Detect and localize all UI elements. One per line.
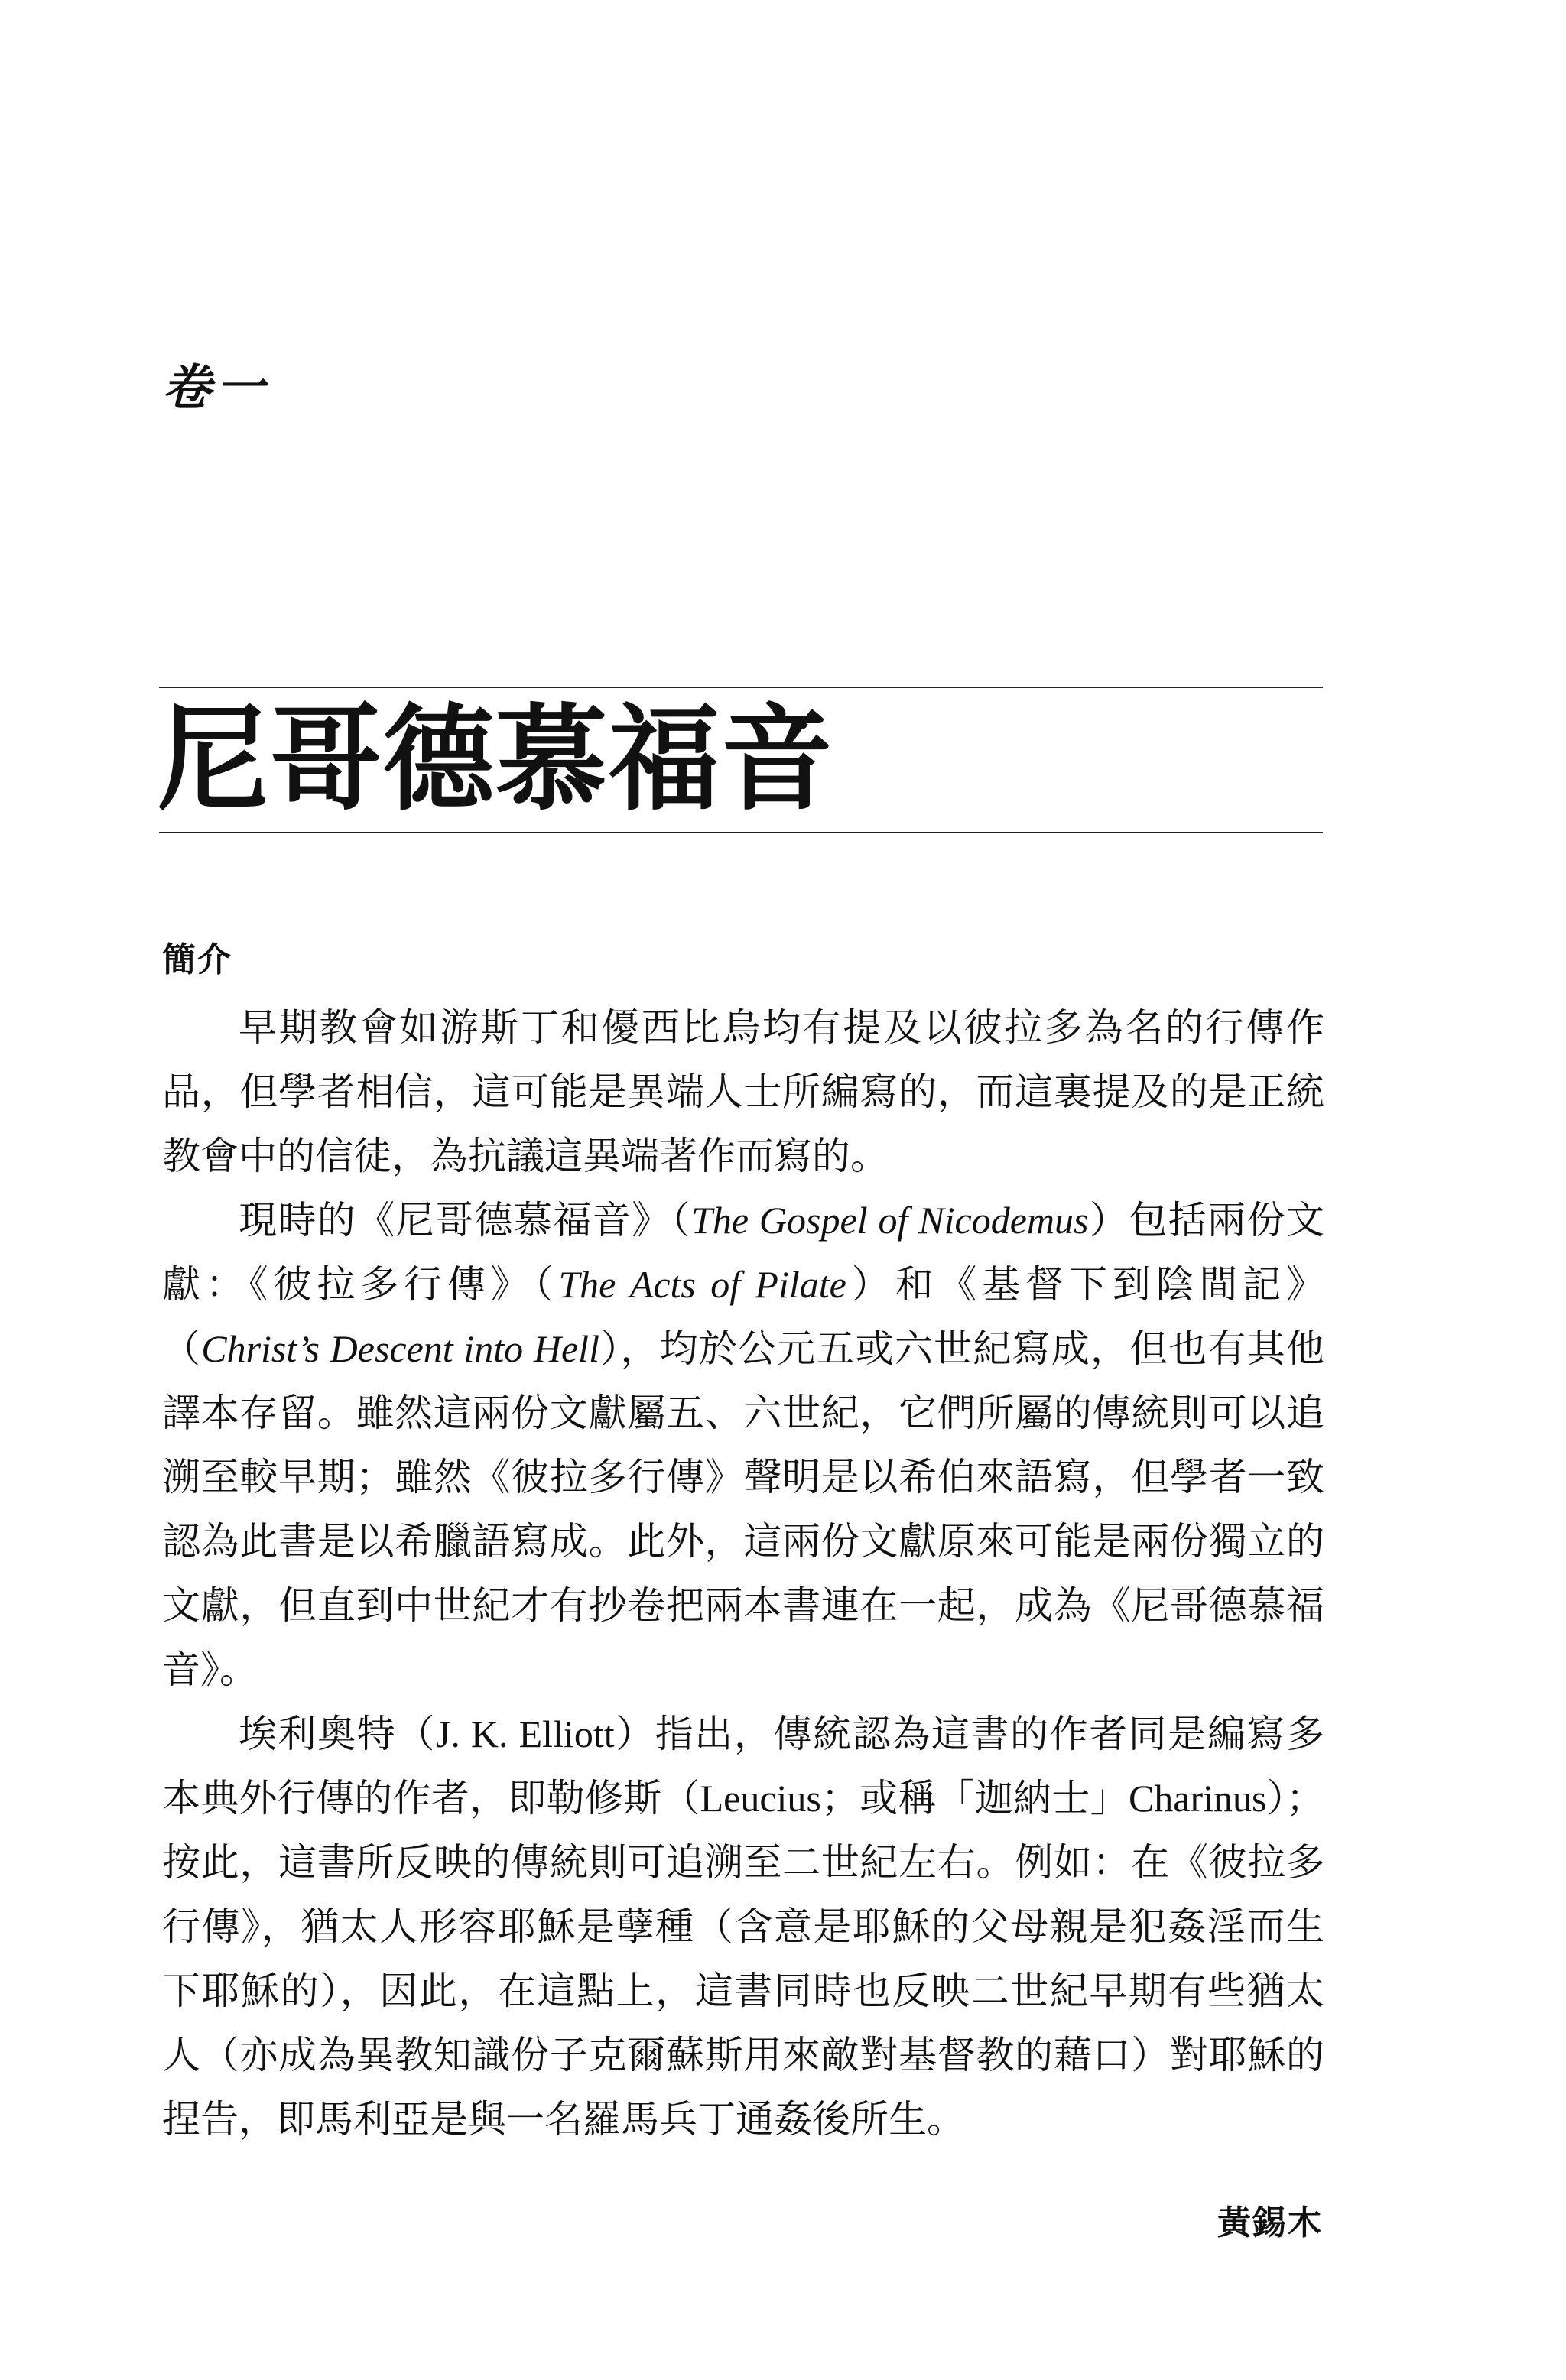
paragraph-3 <box>162 1702 1324 2151</box>
paragraph-3-text-a: 埃利奧特（ <box>239 1712 436 1756</box>
paragraph-2 <box>162 1188 1324 1702</box>
volume-label: 卷一 <box>162 360 269 417</box>
section-heading: 簡介 <box>162 940 232 979</box>
title-bottom-rule <box>159 832 1323 833</box>
name-charinus: Charinus <box>1128 1777 1267 1820</box>
name-leucius: Leucius <box>700 1777 821 1820</box>
paragraph-2-text-a: 現時的《尼哥德慕福音》（ <box>239 1198 692 1242</box>
author-name: 黃錫木 <box>1217 2203 1323 2242</box>
paragraph-3-text-c: ）指出，傳統認為這書的作者同是編寫多本典外行傳的作者，即勒修斯（ <box>162 1712 1325 1820</box>
paragraph-1: 早期教會如游斯丁和優西比烏均有提及以彼拉多為名的行傳作品，但學者相信，這可能是異端人士所編寫的，而這裏提及的是正統教會中的信徒，為抗議這異端著作而寫的。 <box>162 1005 1324 1178</box>
title-top-rule <box>159 687 1323 688</box>
paragraph-3-text-g: ）；按此，這書所反映的傳統則可追溯至二世紀左右。例如：在《彼拉多行傳》，猶太人形容耶穌是孽種（含意是耶穌的父母親是犯姦淫而生下耶穌的），因此，在這點上，這書同時也反映二世紀早期有些猶太人（亦成為異教知識份子克爾蘇斯用來敵對基督教的藉口）對耶穌的捏告，即馬利亞是與一名羅馬兵丁通姦後所生。 <box>162 1776 1325 2141</box>
english-title-gospel: The Gospel of Nicodemus <box>691 1199 1089 1242</box>
paragraph-2-text-c: ）包括兩份文獻：《彼拉多行傳》（ <box>162 1198 1325 1307</box>
page-title: 尼哥德慕福音 <box>158 693 834 826</box>
english-title-descent: Christ’s Descent into Hell <box>201 1327 599 1370</box>
body-text <box>162 995 1324 2151</box>
paragraph-2-text-e: ）和《基督下到陰間記》（ <box>162 1262 1325 1371</box>
english-title-acts: The Acts of Pilate <box>558 1263 846 1306</box>
paragraph-3-text-e: ；或稱「迦納士」 <box>820 1776 1129 1820</box>
name-elliott: J. K. Elliott <box>435 1713 615 1755</box>
paragraph-2-text-g: ），均於公元五或六世紀寫成，但也有其他譯本存留。雖然這兩份文獻屬五、六世紀，它們所屬的傳統則可以追溯至較早期；雖然《彼拉多行傳》聲明是以希伯來語寫，但學者一致認為此書是以希臘語寫成。此外，這兩份文獻原來可能是兩份獨立的文獻，但直到中世紀才有抄卷把兩本書連在一起，成為《尼哥德慕福音》。 <box>162 1326 1325 1692</box>
